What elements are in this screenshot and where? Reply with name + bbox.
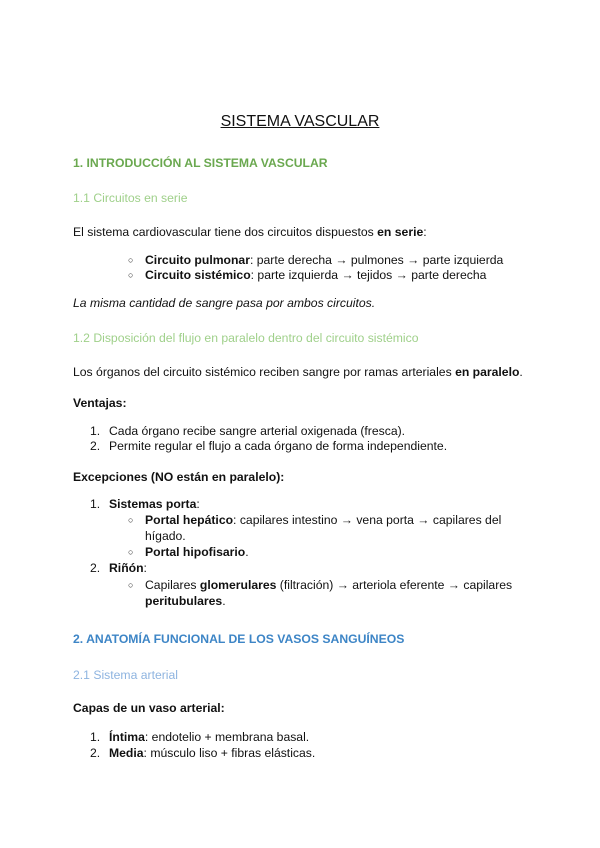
list-item-ventaja-2: Permite regular el flujo a cada órgano de forma independiente.	[109, 439, 448, 453]
list-item-capilares-cont: peritubulares.	[145, 594, 226, 608]
paragraph-series-intro: El sistema cardiovascular tiene dos circuitos dispuestos en serie:	[73, 225, 427, 239]
list-item-portal-hepatico-cont: hígado.	[145, 529, 186, 543]
list-number: 2.	[90, 746, 101, 760]
list-item-portal-hepatico: Portal hepático: capilares intestino → vena porta → capilares del	[145, 513, 502, 527]
list-item-pulmonar: Circuito pulmonar: parte derecha → pulmones → parte izquierda	[145, 253, 504, 267]
list-number: 1.	[90, 730, 101, 744]
list-number: 2.	[90, 561, 101, 575]
list-number: 1.	[90, 424, 101, 438]
list-item-intima: Íntima: endotelio + membrana basal.	[109, 730, 310, 744]
bullet-circle-icon: ○	[128, 547, 134, 557]
bullet-circle-icon: ○	[128, 515, 134, 525]
bullet-circle-icon: ○	[128, 580, 134, 590]
paragraph-parallel-intro: Los órganos del circuito sistémico reciben sangre por ramas arteriales en paralelo.	[73, 365, 523, 379]
bullet-circle-icon: ○	[128, 270, 134, 280]
subsection-2-1-heading: 2.1 Sistema arterial	[73, 668, 178, 682]
list-item-ventaja-1: Cada órgano recibe sangre arterial oxigenada (fresca).	[109, 424, 406, 438]
section-2-heading: 2. ANATOMÍA FUNCIONAL DE LOS VASOS SANGUÍNEOS	[73, 632, 405, 646]
list-item-portal-hipofisario: Portal hipofisario.	[145, 545, 249, 559]
list-number: 1.	[90, 497, 101, 511]
section-1-heading: 1. INTRODUCCIÓN AL SISTEMA VASCULAR	[73, 156, 328, 170]
list-item-media: Media: músculo liso + fibras elásticas.	[109, 746, 316, 760]
subsection-1-2-heading: 1.2 Disposición del flujo en paralelo dentro del circuito sistémico	[73, 331, 419, 345]
note-italic: La misma cantidad de sangre pasa por ambos circuitos.	[73, 296, 376, 310]
list-item-capilares: Capilares glomerulares (filtración) → arteriola eferente → capilares	[145, 578, 513, 592]
bullet-circle-icon: ○	[128, 255, 134, 265]
subsection-1-1-heading: 1.1 Circuitos en serie	[73, 191, 188, 205]
list-item-rinon: Riñón:	[109, 561, 147, 575]
excepciones-label: Excepciones (NO están en paralelo):	[73, 470, 285, 484]
list-item-sistemas-porta: Sistemas porta:	[109, 497, 200, 511]
capas-label: Capas de un vaso arterial:	[73, 701, 225, 715]
list-item-sistemico: Circuito sistémico: parte izquierda → tejidos → parte derecha	[145, 268, 487, 282]
page-title: SISTEMA VASCULAR	[220, 113, 380, 130]
ventajas-label: Ventajas:	[73, 396, 127, 410]
list-number: 2.	[90, 439, 101, 453]
